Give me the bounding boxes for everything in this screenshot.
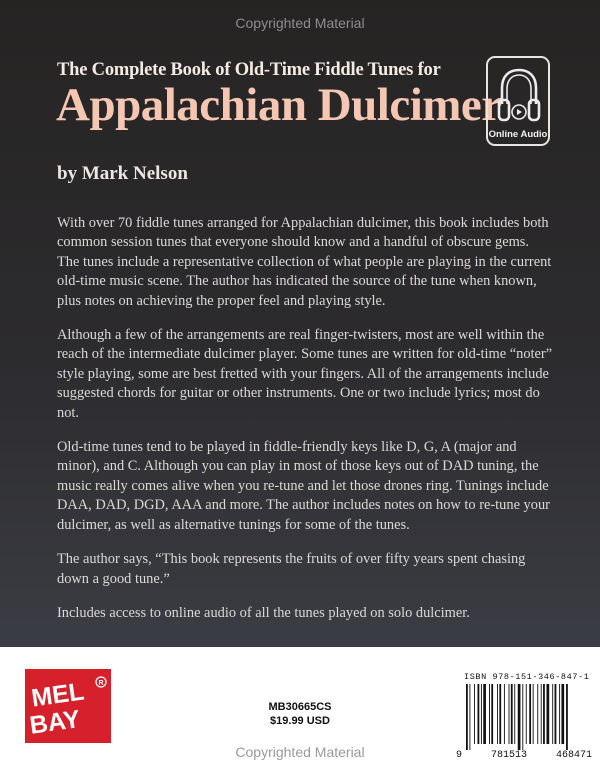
barcode-bar [509,684,510,744]
barcode-bar [541,684,542,744]
barcode-bar [474,684,475,744]
book-description [57,214,554,638]
book-title: Appalachian Dulcimer [56,79,502,131]
author-byline: by Mark Nelson [57,163,188,184]
isbn-digit-group: 9 [456,750,463,761]
barcode-bar [489,684,490,744]
barcode-bar [522,684,523,750]
barcode-bar [526,684,527,744]
barcode-bar [561,684,564,744]
mel-bay-logo [25,669,111,743]
barcode-bar [543,684,545,744]
barcode-bar [514,684,515,744]
barcode-bar [504,684,505,744]
barcode-bar [552,684,553,744]
barcode-bar [497,684,498,744]
description-paragraph: The author says, “This book represents the fruits of over fifty years spent chasing down a good tune.” [57,551,526,587]
isbn-label: ISBN 978-151-346-847-1 [464,672,590,682]
barcode-bar [555,684,557,744]
isbn-digit-group: 468471 [555,750,592,761]
online-audio-label: Online Audio [488,129,548,140]
description-paragraph: Old-time tunes tend to be played in fiddle-friendly keys like D, G, A (major and minor), and C. Although you can play in most of those keys out of DAD tuning, the music really comes alive when you re-tune and let those drones ring. Tunings include DAA, DAD, DGD, AAA and more. The author includes notes on how to re-tune your dulcimer, as well as alternative tunings for some of the tunes. [57,439,550,533]
copyright-watermark-top: Copyrighted Material [235,15,365,31]
description-paragraph: Includes access to online audio of all the tunes played on solo dulcimer. [57,604,470,621]
description-paragraph: Although a few of the arrangements are real finger-twisters, most are well within the reach of the intermediate dulcimer player. Some tunes are written for old-time “noter” style playing, some are best fretted with your fingers. All of the arrangements include suggested chords for guitar or other instruments. One or two include lyrics; most do not. [57,327,553,421]
barcode-bar [566,684,568,750]
book-subtitle: The Complete Book of Old-Time Fiddle Tunes for [57,60,441,80]
barcode-bar [499,684,501,744]
barcode-bar [469,684,470,750]
barcode-bar [466,684,468,750]
isbn-digit-group: 781513 [490,750,527,761]
isbn-barcode [464,684,592,750]
svg-text:R: R [98,680,104,687]
barcode-bar [481,684,482,744]
price: $19.99 USD [270,715,330,727]
barcode-bar [529,684,531,744]
barcode-bar [559,684,560,744]
barcode-bar [511,684,513,744]
online-audio-badge [486,56,550,146]
barcode-bar [483,684,486,744]
barcode-bar [518,684,521,750]
barcode-bar [478,684,480,744]
svg-text:BAY: BAY [27,705,82,740]
product-code: MB30665CS [268,701,332,713]
barcode-bar [537,684,538,744]
headphones-icon [497,66,541,126]
svg-text:MEL: MEL [29,677,86,713]
description-paragraph: With over 70 fiddle tunes arranged for Appalachian dulcimer, this book includes both common session tunes that everyone should know and a handful of obscure gems. The tunes include a representative collection of what people are playing in the current old-time music scene. The author has indicated the source of the tune when known, plus notes on achieving the proper feel and playing style. [57,215,552,309]
barcode-bar [491,684,493,744]
copyright-watermark-bottom: Copyrighted Material [235,744,365,760]
barcode-bar [547,684,550,744]
barcode-bar [533,684,534,744]
